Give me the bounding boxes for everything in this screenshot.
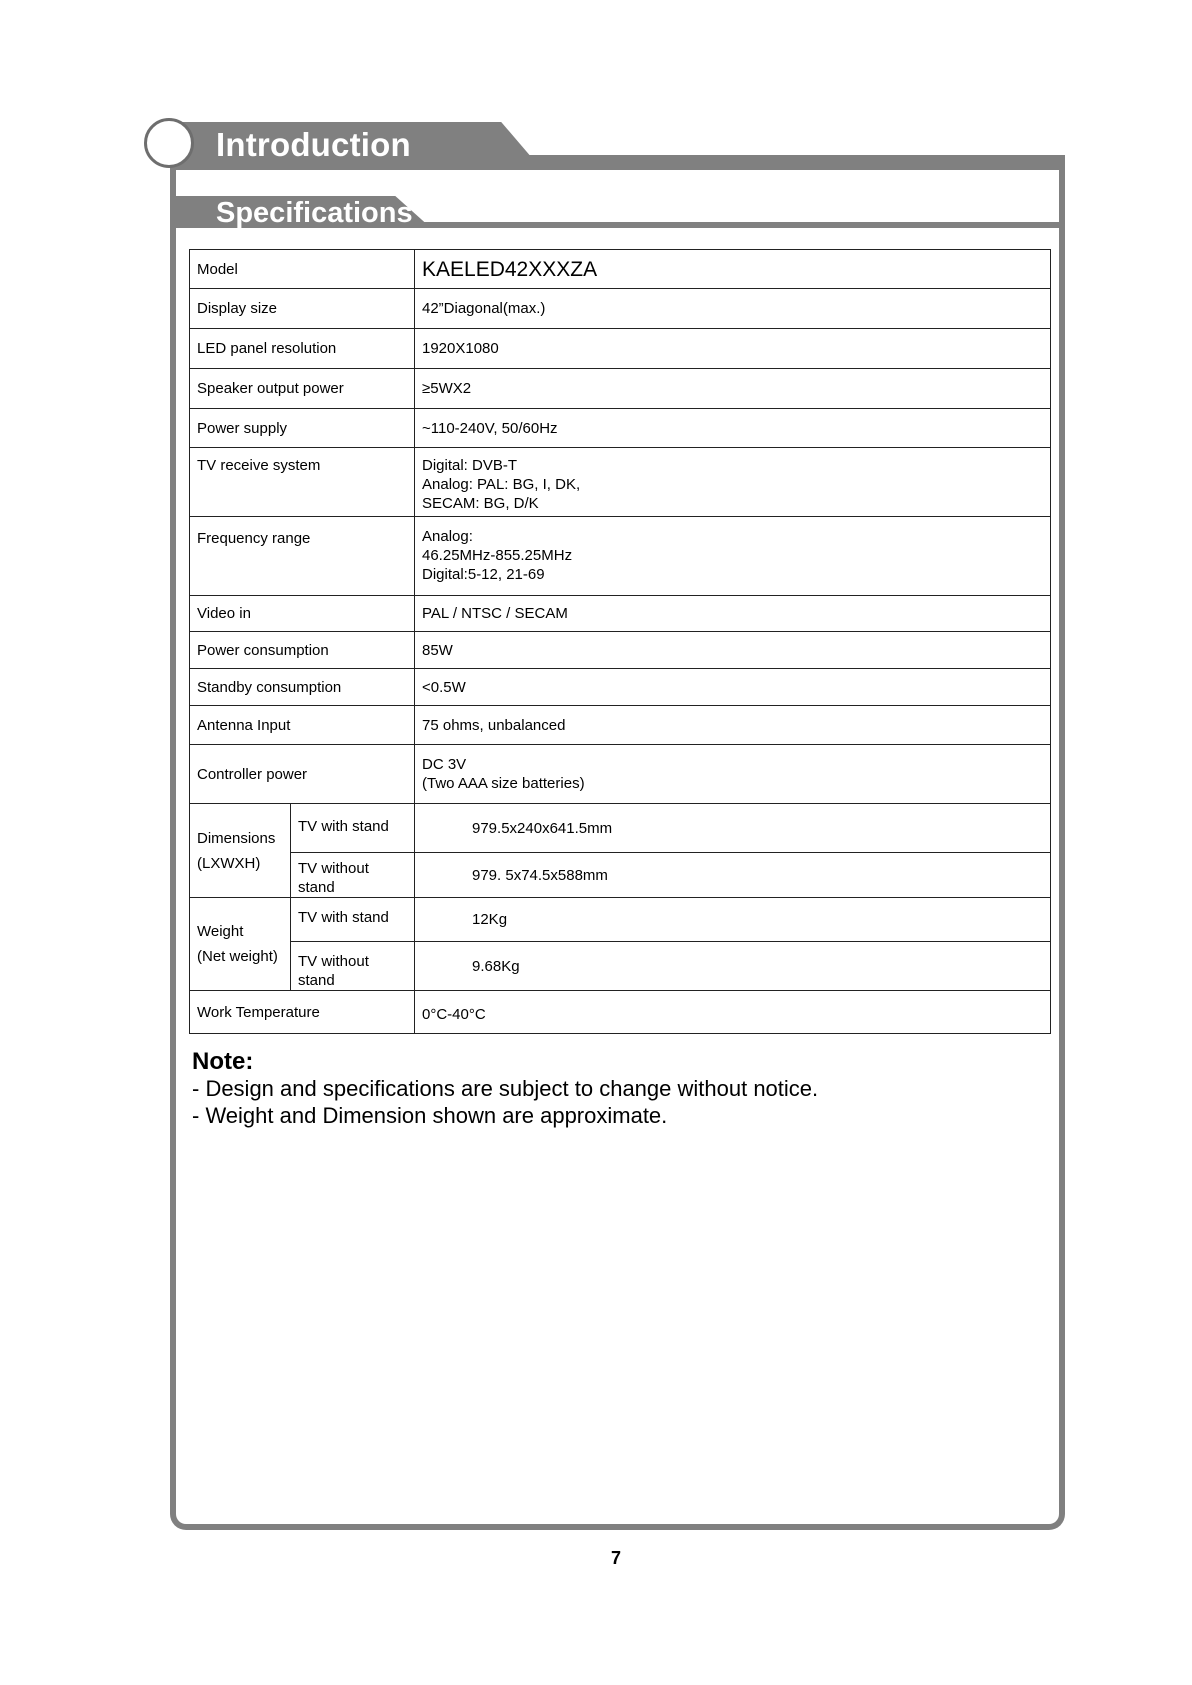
dimensions-without-stand-value: 979. 5x74.5x588mm	[415, 853, 1051, 898]
table-row	[190, 942, 1051, 991]
weight-label: Weight (Net weight)	[190, 898, 291, 991]
spec-value: DC 3V (Two AAA size batteries)	[415, 745, 1051, 804]
spec-label: Display size	[190, 289, 415, 329]
table-row	[190, 448, 1051, 517]
spec-value: 1920X1080	[415, 329, 1051, 369]
table-row	[190, 409, 1051, 448]
spec-label: Power consumption	[190, 632, 415, 669]
table-row	[190, 596, 1051, 632]
spec-value: <0.5W	[415, 669, 1051, 706]
note-block	[192, 1048, 818, 1129]
table-row	[190, 289, 1051, 329]
spec-label: Work Temperature	[190, 991, 415, 1034]
spec-value: 0°C-40°C	[415, 991, 1051, 1034]
spec-value: Digital: DVB-T Analog: PAL: BG, I, DK, SECAM: BG, D/K	[415, 448, 1051, 517]
table-row	[190, 517, 1051, 596]
spec-value: PAL / NTSC / SECAM	[415, 596, 1051, 632]
weight-without-stand-label: TV without stand	[291, 942, 415, 991]
subsection-title: Specifications	[216, 197, 413, 229]
table-row	[190, 632, 1051, 669]
spec-label: Antenna Input	[190, 706, 415, 745]
spec-label: LED panel resolution	[190, 329, 415, 369]
spec-label: Model	[190, 250, 415, 289]
note-line: - Weight and Dimension shown are approximate.	[192, 1103, 668, 1128]
spec-label: TV receive system	[190, 448, 415, 517]
spec-value: 85W	[415, 632, 1051, 669]
spec-value: 75 ohms, unbalanced	[415, 706, 1051, 745]
spec-label: Controller power	[190, 745, 415, 804]
table-row	[190, 250, 1051, 289]
table-row	[190, 669, 1051, 706]
spec-value: ≥5WX2	[415, 369, 1051, 409]
table-row	[190, 706, 1051, 745]
spec-label: Power supply	[190, 409, 415, 448]
spec-label: Standby consumption	[190, 669, 415, 706]
dimensions-without-stand-label: TV without stand	[291, 853, 415, 898]
table-row	[190, 898, 1051, 942]
table-row	[190, 745, 1051, 804]
dimensions-label: Dimensions (LXWXH)	[190, 804, 291, 898]
spec-label: Speaker output power	[190, 369, 415, 409]
spec-value: Analog: 46.25MHz-855.25MHz Digital:5-12, 21-69	[415, 517, 1051, 596]
weight-without-stand-value: 9.68Kg	[415, 942, 1051, 991]
note-line: - Design and specifications are subject to change without notice.	[192, 1076, 819, 1101]
dimensions-with-stand-value: 979.5x240x641.5mm	[415, 804, 1051, 853]
spec-label: Frequency range	[190, 517, 415, 596]
section-circle-icon	[144, 118, 194, 168]
dimensions-with-stand-label: TV with stand	[291, 804, 415, 853]
spec-value: KAELED42XXXZA	[415, 250, 1051, 289]
weight-with-stand-value: 12Kg	[415, 898, 1051, 942]
table-row	[190, 991, 1051, 1034]
weight-with-stand-label: TV with stand	[291, 898, 415, 942]
note-title: Note:	[192, 1048, 254, 1075]
specifications-table	[189, 249, 1051, 1034]
spec-value: ~110-240V, 50/60Hz	[415, 409, 1051, 448]
spec-value: 42”Diagonal(max.)	[415, 289, 1051, 329]
spec-label: Video in	[190, 596, 415, 632]
table-row	[190, 804, 1051, 853]
table-row	[190, 369, 1051, 409]
table-row	[190, 853, 1051, 898]
section-title: Introduction	[216, 126, 411, 163]
page-number: 7	[610, 1548, 621, 1568]
table-row	[190, 329, 1051, 369]
